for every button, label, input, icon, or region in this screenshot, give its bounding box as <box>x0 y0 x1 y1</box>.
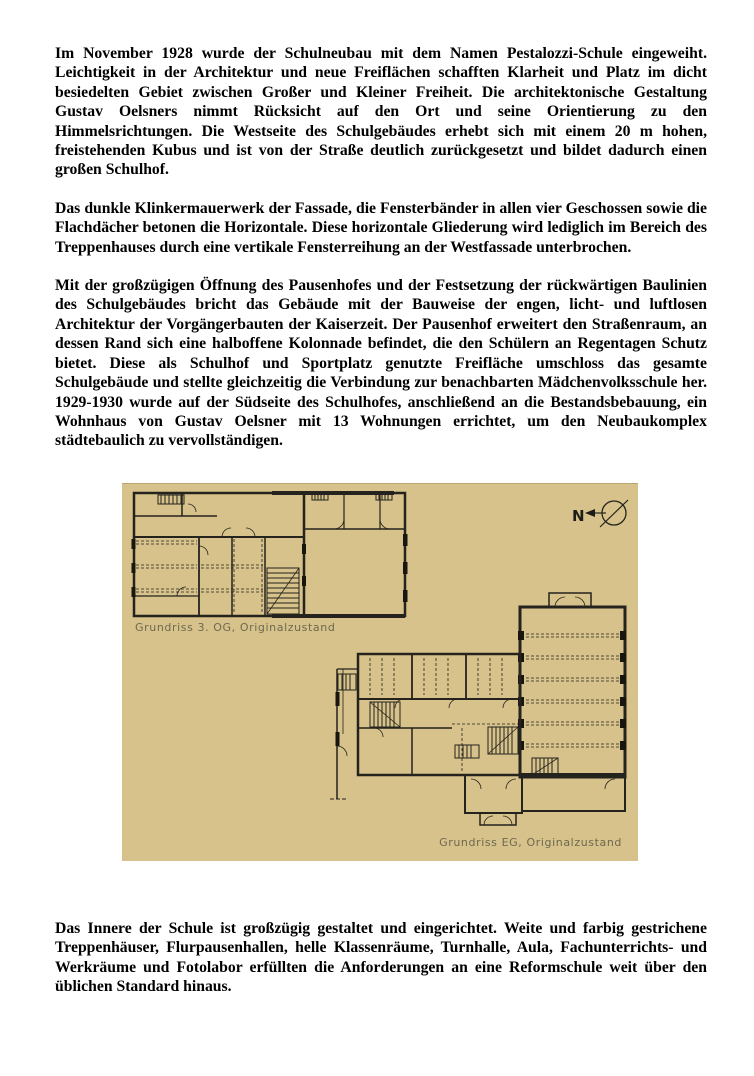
article-text-bottom <box>55 919 707 997</box>
caption-grundriss-eg: Grundriss EG, Originalzustand <box>439 835 622 849</box>
paragraph-3: Mit der großzügigen Öffnung des Pausenhofes und der Festsetzung der rückwärtigen Baulinien des Schulgebäudes bricht das Gebäude mit der Bauweise der engen, licht- und luftlosen Architektur der Vorgängerbauten der Kaiserzeit. Der Pausenhof erweitert den Straßenraum, an dessen Rand sich eine halboffene Kolonnade befindet, die den Schülern an Regentagen Schutz bietet. Diese als Schulhof und Sportplatz genutzte Freifläche umschloss das gesamte Schulgebäude und stellte gleichzeitig die Verbindung zur benachbarten Mädchenvolksschule her. 1929-1930 wurde auf der Südseite des Schulhofes, anschließend an die Bestandsbebauung, ein Wohnhaus von Gustav Oelsner mit 13 Wohnungen errichtet, um den Neubaukomplex städtebaulich zu vervollständigen. <box>55 277 707 450</box>
north-arrow-icon <box>572 500 628 527</box>
floorplan-eg <box>330 593 626 825</box>
paragraph-1: Im November 1928 wurde der Schulneubau mit dem Namen Pestalozzi-Schule eingeweiht. Leichtigkeit in der Architektur und neue Freiflächen schafften Klarheit und Platz im dicht besiedelten Gebiet zwischen Großer und Kleiner Freiheit. Die architektonische Gestaltung Gustav Oelsners nimmt Rücksicht auf den Ort und seine Orientierung zu den Himmelsrichtungen. Die Westseite des Schulgebäudes erhebt sich mit einem 20 m hohen, freistehenden Kubus und ist von der Straße deutlich zurückgesetzt und bildet dadurch einen großen Schulhof. <box>55 45 707 179</box>
caption-grundriss-3og: Grundriss 3. OG, Originalzustand <box>135 620 336 634</box>
paragraph-4: Das Innere der Schule ist großzügig gestaltet und eingerichtet. Weite und farbig gestrichene Treppenhäuser, Flurpausenhallen, helle Klassenräume, Turnhalle, Aula, Fachunterrichts- und Werkräume und Fotolabor erfüllten die Anforderungen an eine Reformschule weit über den üblichen Standard hinaus. <box>55 919 707 995</box>
floorplan-3og <box>132 493 408 616</box>
floorplan-drawing <box>122 484 638 862</box>
paragraph-2: Das dunkle Klinkermauerwerk der Fassade, die Fensterbänder in allen vier Geschossen sowie die Flachdächer betonen die Horizontale. Diese horizontale Gliederung wird lediglich im Bereich des Treppenhauses durch eine vertikale Fensterreihung an der Westfassade unterbrochen. <box>55 199 707 256</box>
svg-text:N: N <box>572 506 585 525</box>
floorplan-image <box>122 483 638 861</box>
article-text <box>55 44 707 451</box>
